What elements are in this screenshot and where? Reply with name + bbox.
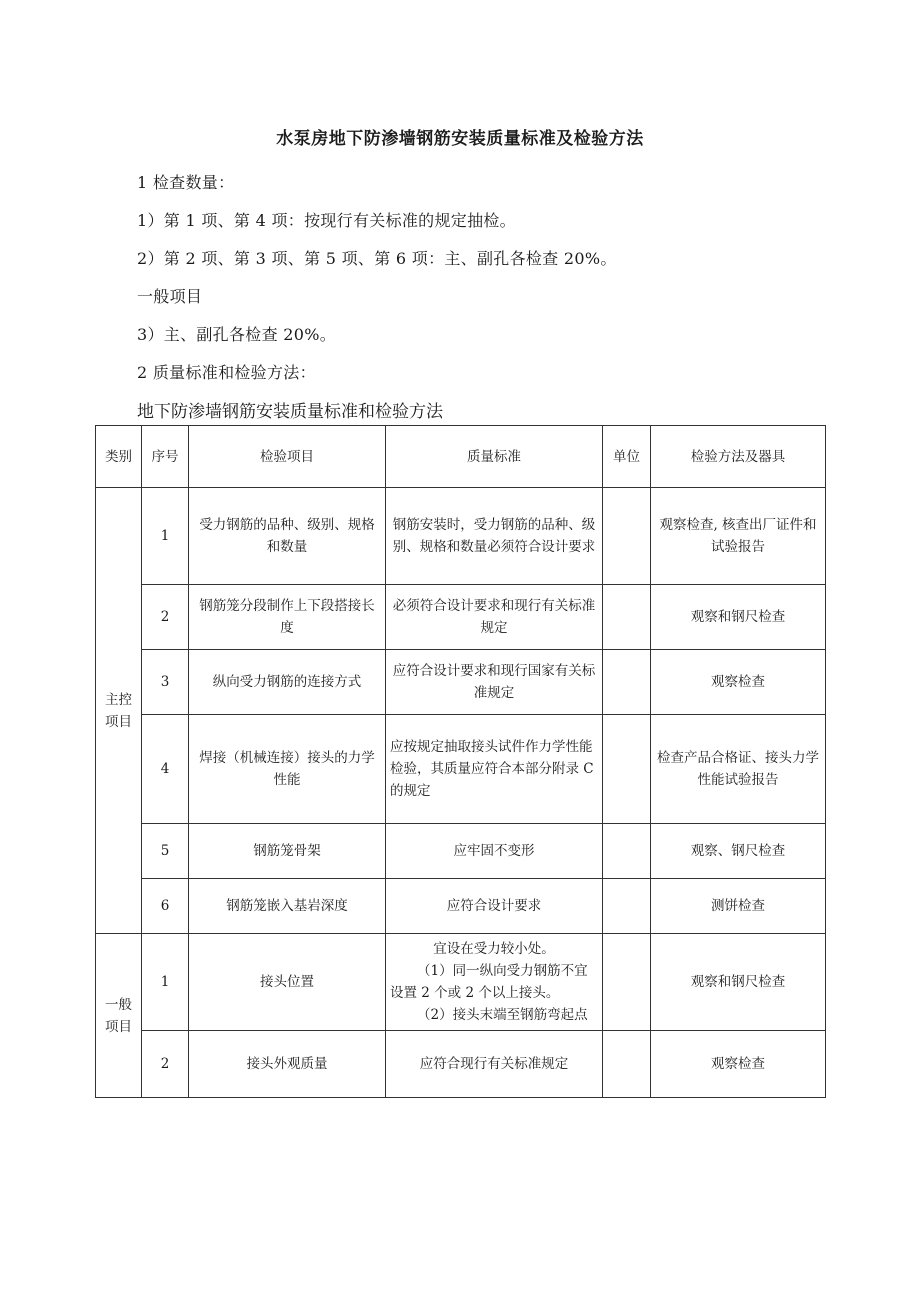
row-unit: [603, 585, 651, 650]
row-item: 接头位置: [189, 934, 386, 1031]
row-number: 3: [142, 650, 189, 715]
header-category: 类别: [96, 426, 142, 488]
row-item: 受力钢筋的品种、级别、规格和数量: [189, 488, 386, 585]
row-item: 钢筋笼嵌入基岩深度: [189, 879, 386, 934]
row-standard: 必须符合设计要求和现行有关标准规定: [386, 585, 603, 650]
row-standard: 应按规定抽取接头试件作力学性能检验，其质量应符合本部分附录 C 的规定: [386, 715, 603, 824]
row-unit: [603, 879, 651, 934]
row-number: 5: [142, 824, 189, 879]
standard-line: （2）接头末端至钢筋弯起点: [417, 1007, 588, 1023]
row-method: 观察检查: [651, 650, 826, 715]
paragraph-quality-standard: 2 质量标准和检验方法：: [137, 363, 316, 382]
row-item: 纵向受力钢筋的连接方式: [189, 650, 386, 715]
row-number: 4: [142, 715, 189, 824]
page-title: 水泵房地下防渗墙钢筋安装质量标准及检验方法: [276, 129, 644, 149]
row-item: 钢筋笼骨架: [189, 824, 386, 879]
table-row: [96, 585, 826, 650]
table-row: [96, 879, 826, 934]
row-unit: [603, 1031, 651, 1098]
row-standard: 应符合设计要求和现行国家有关标准规定: [386, 650, 603, 715]
row-standard: 钢筋安装时，受力钢筋的品种、级别、规格和数量必须符合设计要求: [386, 488, 603, 585]
row-method: 观察和钢尺检查: [651, 934, 826, 1031]
row-item: 接头外观质量: [189, 1031, 386, 1098]
paragraph-inspection-quantity: 1 检查数量：: [137, 173, 235, 192]
category-general: 一般项目: [96, 934, 142, 1098]
header-quality-standard: 质量标准: [386, 426, 603, 488]
row-standard: 应符合现行有关标准规定: [386, 1031, 603, 1098]
row-number: 2: [142, 585, 189, 650]
paragraph-general-items: 一般项目: [137, 287, 203, 306]
row-method: 测饼检查: [651, 879, 826, 934]
row-unit: [603, 488, 651, 585]
standard-line: （1）同一纵向受力钢筋不宜设置 2 个或 2 个以上接头。: [390, 963, 588, 1001]
header-inspection-item: 检验项目: [189, 426, 386, 488]
row-standard: 应符合设计要求: [386, 879, 603, 934]
table-row: [96, 824, 826, 879]
row-unit: [603, 934, 651, 1031]
row-method: 观察、钢尺检查: [651, 824, 826, 879]
standard-line: 宜设在受力较小处。: [433, 941, 555, 957]
row-number: 6: [142, 879, 189, 934]
table-row: [96, 1031, 826, 1098]
row-number: 1: [142, 934, 189, 1031]
row-unit: [603, 650, 651, 715]
table-caption: 地下防渗墙钢筋安装质量标准和检验方法: [137, 402, 443, 422]
paragraph-rule-2: 2）第 2 项、第 3 项、第 5 项、第 6 项：主、副孔各检查 20%。: [137, 249, 617, 268]
header-method: 检验方法及器具: [651, 426, 826, 488]
table-header-row: [96, 426, 826, 488]
paragraph-rule-3: 3）主、副孔各检查 20%。: [137, 325, 337, 344]
table-row: [96, 715, 826, 824]
row-unit: [603, 715, 651, 824]
row-method: 观察和钢尺检查: [651, 585, 826, 650]
header-unit: 单位: [603, 426, 651, 488]
row-method: 观察检查, 核查出厂证件和试验报告: [651, 488, 826, 585]
row-item: 焊接（机械连接）接头的力学性能: [189, 715, 386, 824]
table-row: [96, 934, 826, 1031]
row-method: 观察检查: [651, 1031, 826, 1098]
row-item: 钢筋笼分段制作上下段搭接长度: [189, 585, 386, 650]
table-row: [96, 650, 826, 715]
row-number: 2: [142, 1031, 189, 1098]
paragraph-rule-1: 1）第 1 项、第 4 项：按现行有关标准的规定抽检。: [137, 211, 516, 230]
row-standard: [386, 934, 603, 1031]
row-method: 检查产品合格证、接头力学性能试验报告: [651, 715, 826, 824]
row-unit: [603, 824, 651, 879]
quality-standard-table: [95, 425, 826, 1098]
table-row: [96, 488, 826, 585]
header-number: 序号: [142, 426, 189, 488]
category-main-control: 主控项目: [96, 488, 142, 934]
row-standard: 应牢固不变形: [386, 824, 603, 879]
row-number: 1: [142, 488, 189, 585]
